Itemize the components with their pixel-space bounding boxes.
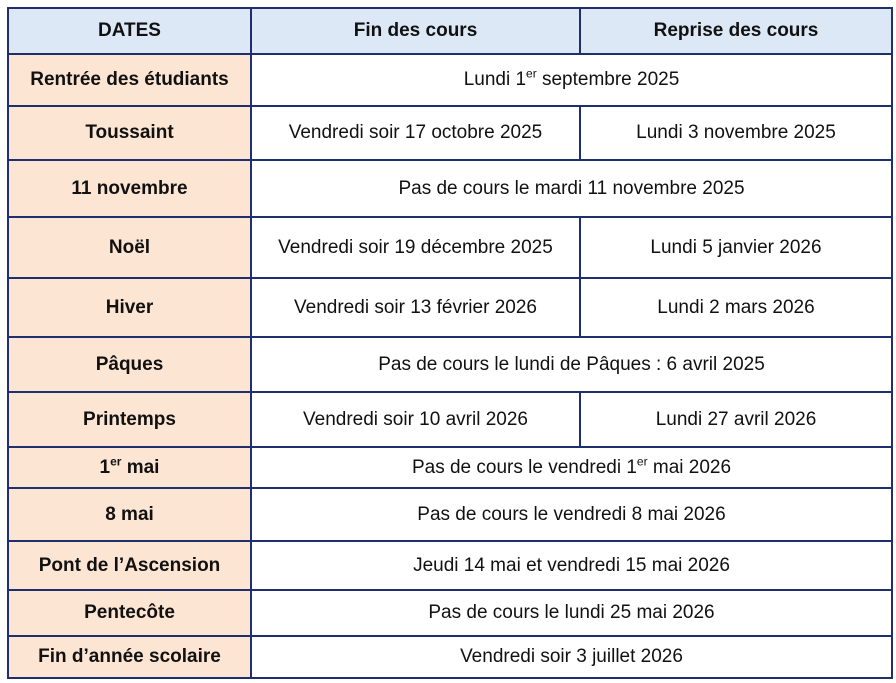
row-value-paques: Pas de cours le lundi de Pâques : 6 avril 2025 [251,337,892,392]
table-row [8,160,892,217]
row-label-rentree: Rentrée des étudiants [8,54,251,106]
row-value-rentree [251,54,892,106]
row-value-8-mai: Pas de cours le vendredi 8 mai 2026 [251,488,892,541]
label-text: 1 [99,456,111,478]
header-dates: DATES [8,8,251,54]
superscript: er [636,454,648,469]
row-value-ascension: Jeudi 14 mai et vendredi 15 mai 2026 [251,541,892,590]
label-text: mai [121,456,160,478]
row-fin-printemps: Vendredi soir 10 avril 2026 [251,392,580,447]
table-row [8,590,892,636]
table-row [8,217,892,278]
table-row [8,541,892,590]
superscript: er [526,66,537,81]
row-label-toussaint: Toussaint [8,106,251,160]
row-label-pentecote: Pentecôte [8,590,251,636]
row-label-noel: Noël [8,217,251,278]
row-fin-toussaint: Vendredi soir 17 octobre 2025 [251,106,580,160]
table-row [8,636,892,678]
row-label-paques: Pâques [8,337,251,392]
header-row [8,8,892,54]
row-label-printemps: Printemps [8,392,251,447]
table-row [8,278,892,337]
table-row [8,337,892,392]
value-text: mai 2026 [647,456,732,478]
row-fin-hiver: Vendredi soir 13 février 2026 [251,278,580,337]
value-text: Pas de cours le vendredi 1 [411,456,637,478]
school-calendar-table [7,7,893,679]
row-label-11-novembre: 11 novembre [8,160,251,217]
table-row [8,488,892,541]
superscript: er [110,454,122,469]
row-value-1er-mai [251,447,892,488]
row-fin-noel: Vendredi soir 19 décembre 2025 [251,217,580,278]
header-fin-des-cours: Fin des cours [251,8,580,54]
row-label-hiver: Hiver [8,278,251,337]
value-text: Lundi 1 [463,69,527,90]
table-row [8,447,892,488]
row-reprise-hiver: Lundi 2 mars 2026 [580,278,892,337]
row-label-fin-annee: Fin d’année scolaire [8,636,251,678]
header-reprise-des-cours: Reprise des cours [580,8,892,54]
row-reprise-toussaint: Lundi 3 novembre 2025 [580,106,892,160]
row-value-11-novembre: Pas de cours le mardi 11 novembre 2025 [251,160,892,217]
row-reprise-noel: Lundi 5 janvier 2026 [580,217,892,278]
row-value-pentecote: Pas de cours le lundi 25 mai 2026 [251,590,892,636]
table-row [8,106,892,160]
row-label-ascension: Pont de l’Ascension [8,541,251,590]
value-text: septembre 2025 [536,69,680,90]
row-value-fin-annee: Vendredi soir 3 juillet 2026 [251,636,892,678]
table-row [8,392,892,447]
row-label-8-mai: 8 mai [8,488,251,541]
table-row [8,54,892,106]
row-label-1er-mai [8,447,251,488]
row-reprise-printemps: Lundi 27 avril 2026 [580,392,892,447]
